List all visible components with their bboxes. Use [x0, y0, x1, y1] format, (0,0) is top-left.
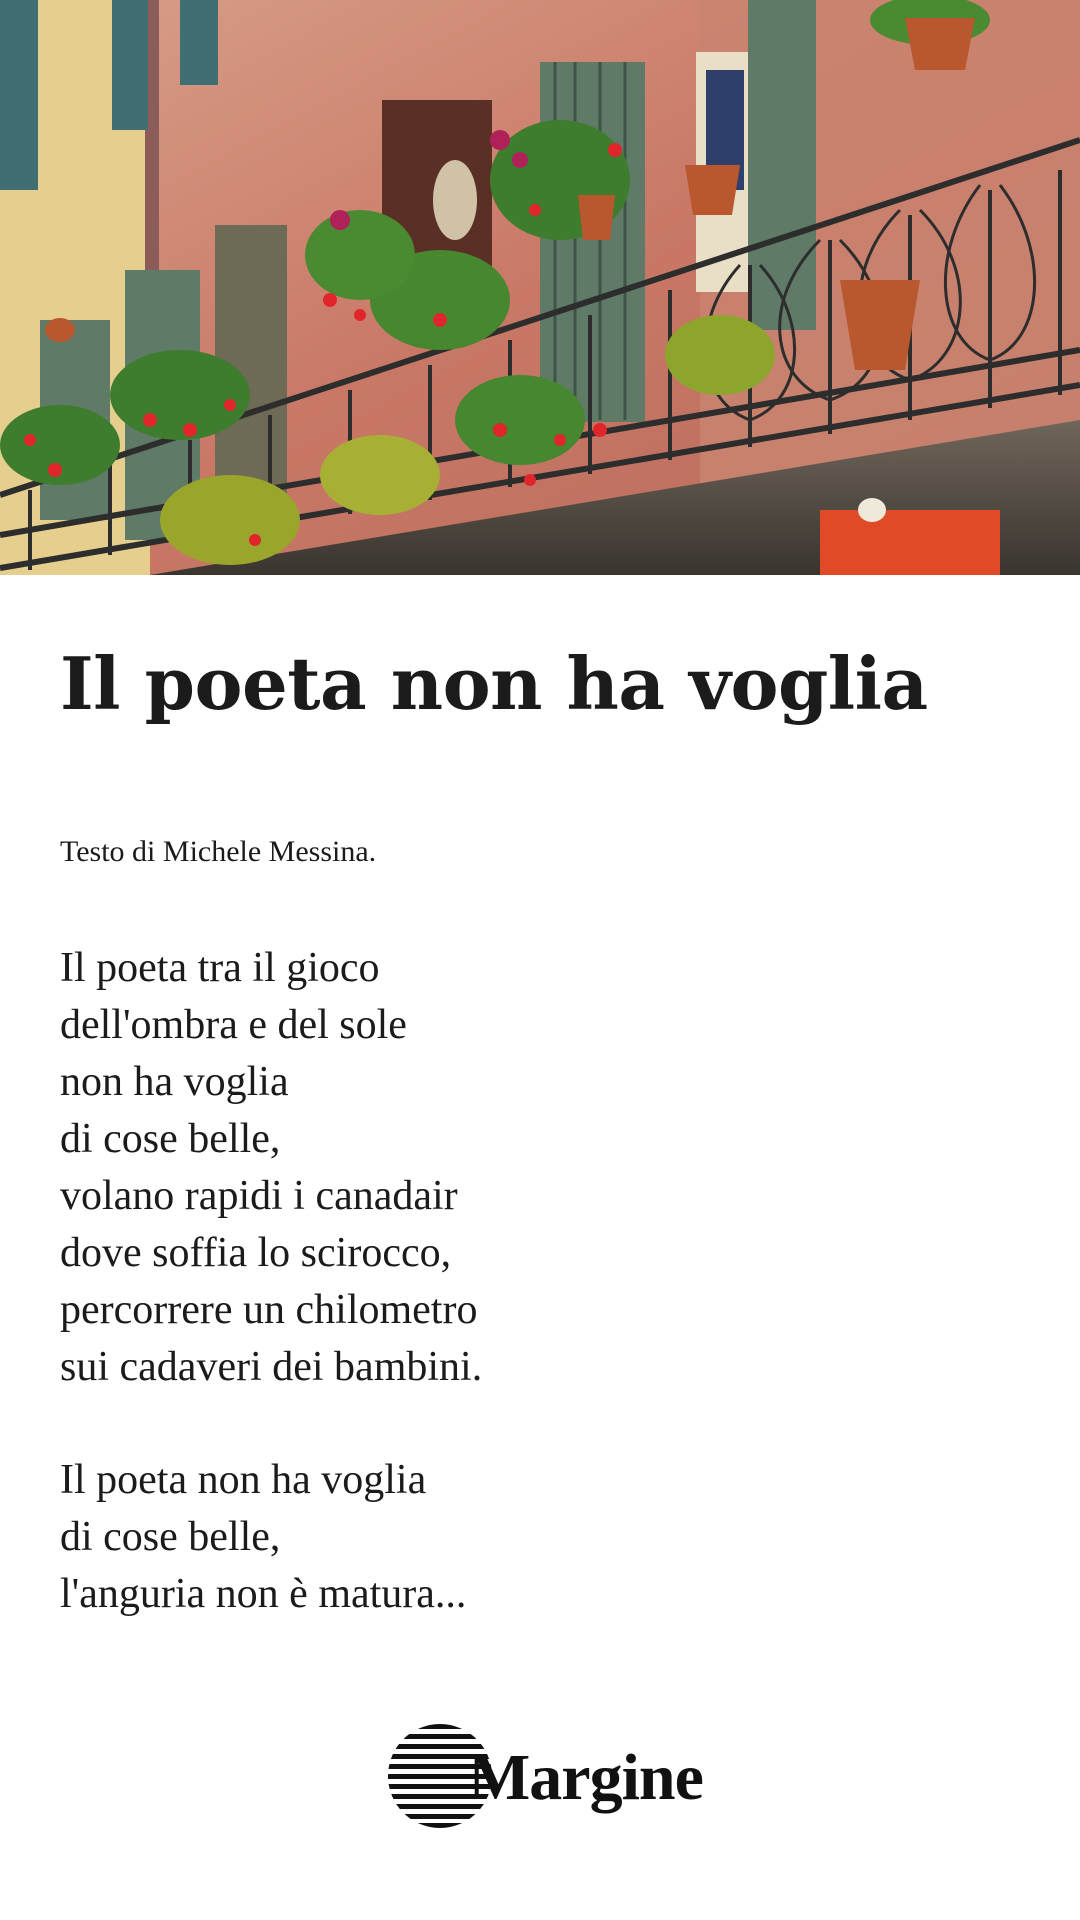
poem-line: Il poeta tra il gioco [60, 945, 380, 991]
article-byline: Testo di Michele Messina. [60, 835, 377, 868]
poem-line: di cose belle, [60, 1514, 281, 1560]
poem-line: di cose belle, [60, 1116, 281, 1162]
poem-line: volano rapidi i canadair [60, 1173, 458, 1219]
poem-line: sui cadaveri dei bambini. [60, 1344, 483, 1390]
poem-line: Il poeta non ha voglia [60, 1457, 427, 1503]
brand-name: Margine [468, 1741, 703, 1814]
poem-stanza-1 [60, 940, 482, 1396]
balcony-photo [0, 0, 1080, 575]
header-image [0, 0, 1080, 575]
poem-line: dove soffia lo scirocco, [60, 1230, 452, 1276]
poem-line: non ha voglia [60, 1059, 289, 1105]
margine-logo[interactable] [386, 1718, 706, 1834]
poem-stanza-2 [60, 1452, 466, 1623]
poem-line: l'anguria non è matura... [60, 1571, 467, 1617]
article-title: Il poeta non ha voglia [60, 641, 928, 726]
poem-line: dell'ombra e del sole [60, 1002, 407, 1048]
poem-line: percorrere un chilometro [60, 1287, 478, 1333]
